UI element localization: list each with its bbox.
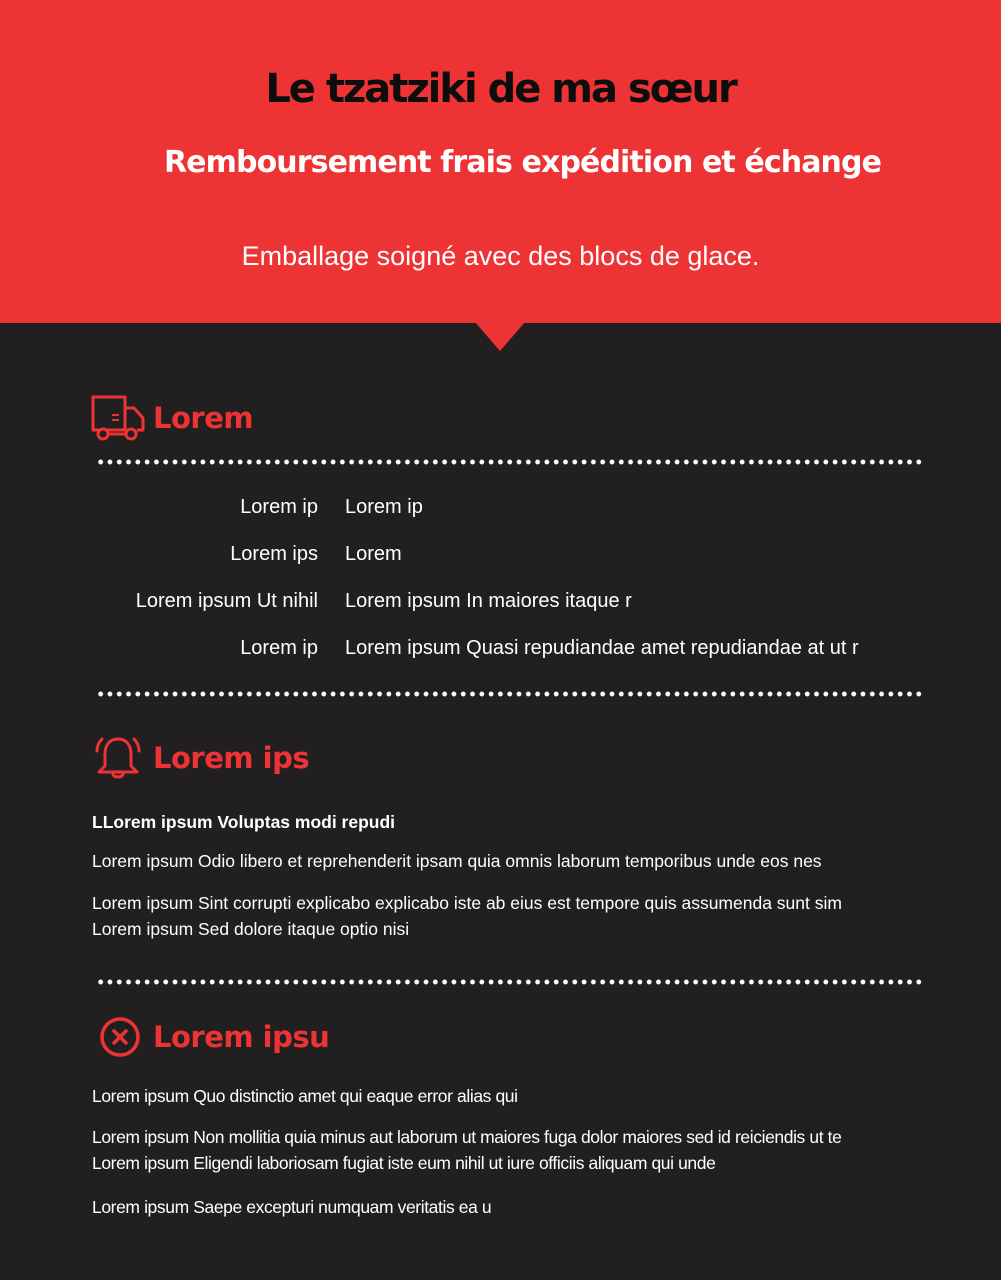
close-circle-icon <box>91 1012 147 1062</box>
header-pointer <box>475 322 525 351</box>
info-row <box>0 496 1001 522</box>
section-title: Lorem ips <box>153 741 310 775</box>
paragraph: Lorem ipsum Sint corrupti explicabo explicabo iste ab eius est tempore quis assumenda sunt sim <box>92 893 842 913</box>
info-row <box>0 543 1001 569</box>
info-key: Lorem ipsum Ut nihil <box>135 590 318 612</box>
info-value: Lorem <box>345 543 402 565</box>
section-notice-header <box>91 733 309 783</box>
tagline: Emballage soigné avec des blocs de glace. <box>241 241 760 271</box>
page-subtitle: Remboursement frais expédition et échange <box>163 145 882 180</box>
dotted-divider <box>96 691 924 697</box>
info-key: Lorem ip <box>240 637 318 659</box>
bell-ringing-icon <box>91 733 147 783</box>
info-value: Lorem ip <box>345 496 423 518</box>
header-banner <box>0 0 1001 323</box>
paragraph: Lorem ipsum Non mollitia quia minus aut laborum ut maiores fuga dolor maiores sed id reiciendis ut te <box>92 1127 842 1147</box>
paragraph: Lorem ipsum Eligendi laboriosam fugiat iste eum nihil ut iure officiis aliquam qui unde <box>92 1153 716 1173</box>
paragraph: Lorem ipsum Sed dolore itaque optio nisi <box>92 919 410 939</box>
dotted-divider <box>96 979 924 985</box>
section-shipping-header <box>91 393 253 443</box>
info-key: Lorem ips <box>230 543 318 565</box>
info-key: Lorem ip <box>240 496 318 518</box>
section-exclusions-header <box>91 1012 329 1062</box>
paragraph: Lorem ipsum Saepe excepturi numquam veritatis ea u <box>92 1197 492 1217</box>
section-title: Lorem <box>153 401 254 435</box>
info-row <box>0 590 1001 616</box>
paragraph: Lorem ipsum Quo distinctio amet qui eaque error alias qui <box>92 1086 518 1106</box>
info-row <box>0 637 1001 663</box>
dotted-divider <box>96 459 924 465</box>
page-title: Le tzatziki de ma sœur <box>265 66 736 112</box>
section-title: Lorem ipsu <box>153 1020 330 1054</box>
paragraph: Lorem ipsum Odio libero et reprehenderit ipsam quia omnis laborum temporibus unde eos nes <box>92 851 822 871</box>
info-value: Lorem ipsum Quasi repudiandae amet repudiandae at ut r <box>345 637 859 659</box>
paragraph-heading: LLorem ipsum Voluptas modi repudi <box>92 812 396 832</box>
info-value: Lorem ipsum In maiores itaque r <box>345 590 632 612</box>
delivery-truck-icon <box>91 393 147 443</box>
